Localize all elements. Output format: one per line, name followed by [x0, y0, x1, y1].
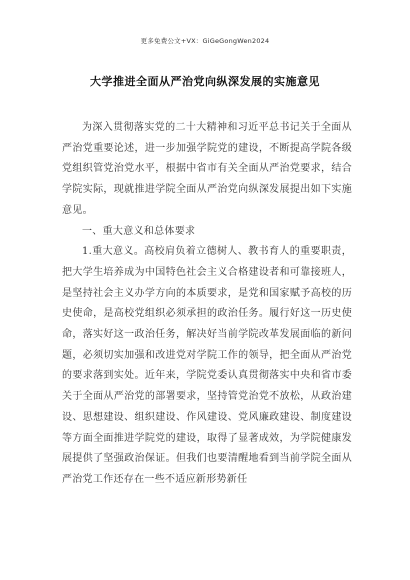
body-paragraph: 1.重大意义。高校肩负着立德树人、教书育人的重要职责，把大学生培养成为中国特色社会主义合格建设者和可靠接班人，是坚持社会主义办学方向的本质要求，是党和国家赋予高校的历史使命，是高校党组织必须承担的政治任务。履行好这一历史使命，落实好这一政治任务，解决好当前学院改革发展面临的新问题，必须切实加强和改进党对学院工作的领导，把全面从严治党的要求落到实处。近年来，学院党委认真贯彻落实中央和省市委关于全面从严治党的部署要求，坚持管党治党不放松，从政治建设、思想建设、组织建设、作风建设、党风廉政建设、制度建设等方面全面推进学院党的建设，取得了显著成效，为学院健康发展提供了坚强政治保证。但我们也要清醒地看到当前学院全面从严治党工作还存在一些不适应新形势新任: [62, 246, 352, 485]
intro-paragraph: 为深入贯彻落实党的二十大精神和习近平总书记关于全面从严治党重要论述，进一步加强学院党的建设，不断提高学院各级党组织管党治党水平，根据中省市有关全面从严治党要求，结合学院实际，现就推进学院全面从严治党向纵深发展提出如下实施意见。: [62, 122, 352, 216]
document-title: 大学推进全面从严治党向纵深发展的实施意见: [90, 75, 320, 88]
header-note: 更多免费公文+VX：GiGeGongWen2024: [140, 37, 270, 45]
section-heading: 一、重大意义和总体要求: [82, 225, 196, 237]
document-body: [62, 118, 352, 491]
